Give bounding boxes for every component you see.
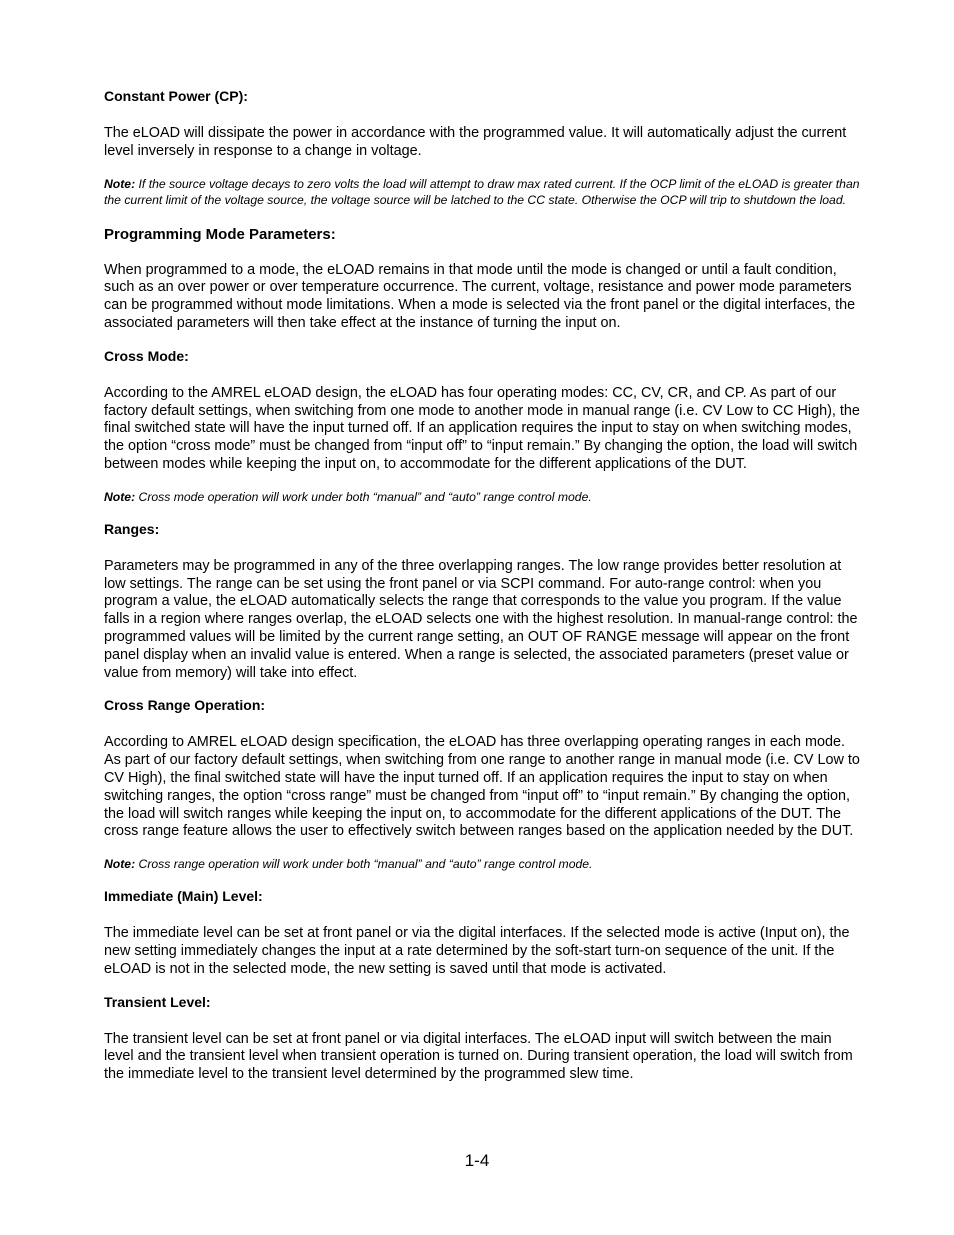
note-label: Note: — [104, 176, 136, 191]
para-programming-mode-parameters: When programmed to a mode, the eLOAD remains in that mode until the mode is changed or until a fault condition, such as an over power or over temperature occurrence. The current, voltage, resistance and power mode parameters can be programmed without mode limitations. When a mode is selected via the front panel or the digital interfaces, the associated parameters will then take effect at the instance of turning the input on. — [104, 261, 856, 331]
heading-cross-range-operation: Cross Range Operation: — [104, 697, 266, 714]
para-cross-mode: According to the AMREL eLOAD design, the eLOAD has four operating modes: CC, CV, CR, and CP. As part of our factory default settings, when switching from one mode to another mode in manual range (i.e. CV Low to CC High), the final switched state will have the input turned off. If an application requires the input to stay on when switching modes, the option “cross mode” must be changed from “input off” to “input remain.” By changing the option, the load will switch between modes while keeping the input on, to accommodate for the different applications of the DUT. — [104, 384, 860, 472]
note-label: Note: — [104, 857, 136, 872]
heading-constant-power: Constant Power (CP): — [104, 88, 248, 104]
heading-immediate-level: Immediate (Main) Level: — [104, 888, 263, 905]
para-immediate-level: The immediate level can be set at front panel or via the digital interfaces. If the selected mode is active (Input on), the new setting immediately changes the input at a rate determined by the soft-start turn-on sequence of the unit. If the eLOAD is not in the selected mode, the new setting is saved until that mode is activated. — [104, 925, 850, 977]
para-ranges: Parameters may be programmed in any of the three overlapping ranges. The low range provides better resolution at low settings. The range can be set using the front panel or via SCPI command. For auto-range control: when you program a value, the eLOAD automatically selects the range that corresponds to the value you program. If the value falls in a region where ranges overlap, the eLOAD selects one with the highest resolution. In manual-range control: the programmed values will be limited by the current range setting, an OUT OF RANGE message will appear on the front panel display when an invalid value is entered. When a range is selected, the associated parameters (preset value or value from memory) will take into effect. — [104, 557, 858, 681]
note-label: Note: — [104, 489, 136, 504]
note-text: Cross range operation will work under both “manual” and “auto” range control mode. — [135, 857, 593, 872]
heading-programming-mode-parameters: Programming Mode Parameters: — [104, 225, 336, 243]
document-body — [104, 88, 864, 1099]
heading-ranges: Ranges: — [104, 520, 160, 537]
para-transient-level: The transient level can be set at front panel or via digital interfaces. The eLOAD input will switch between the main level and the transient level when transient operation is turned on. During transient operation, the load will switch from the immediate level to the transient level determined by the programmed slew time. — [104, 1030, 853, 1083]
note-constant-power — [104, 176, 864, 208]
note-text: If the source voltage decays to zero volts the load will attempt to draw max rated current. If the OCP limit of the eLOAD is greater than the current limit of the voltage source, the voltage source will be latched to the CC state. Otherwise the OCP will trip to shutdown the load. — [104, 176, 860, 207]
page-number: 1-4 — [464, 1151, 490, 1170]
note-cross-mode — [104, 489, 864, 505]
note-text: Cross mode operation will work under both “manual” and “auto” range control mode. — [135, 489, 592, 504]
note-cross-range — [104, 856, 864, 872]
para-cross-range-operation: According to AMREL eLOAD design specification, the eLOAD has three overlapping operating ranges in each mode. As part of our factory default settings, when switching from one range to another range in manual mode (i.e. CV Low to CV High), the final switched state will have the input turned off. If an application requires the input to stay on when switching ranges, the option “cross range” must be changed from “input off” to “input remain.” By changing the option, the load will switch ranges while keeping the input on, to accommodate for the different applications of the DUT. The cross range feature allows the user to effectively switch between ranges based on the application needed by the DUT. — [104, 734, 860, 840]
heading-cross-mode: Cross Mode: — [104, 347, 189, 364]
para-constant-power: The eLOAD will dissipate the power in accordance with the programmed value. It will automatically adjust the current level inversely in response to a change in voltage. — [104, 125, 847, 159]
heading-transient-level: Transient Level: — [104, 993, 211, 1010]
